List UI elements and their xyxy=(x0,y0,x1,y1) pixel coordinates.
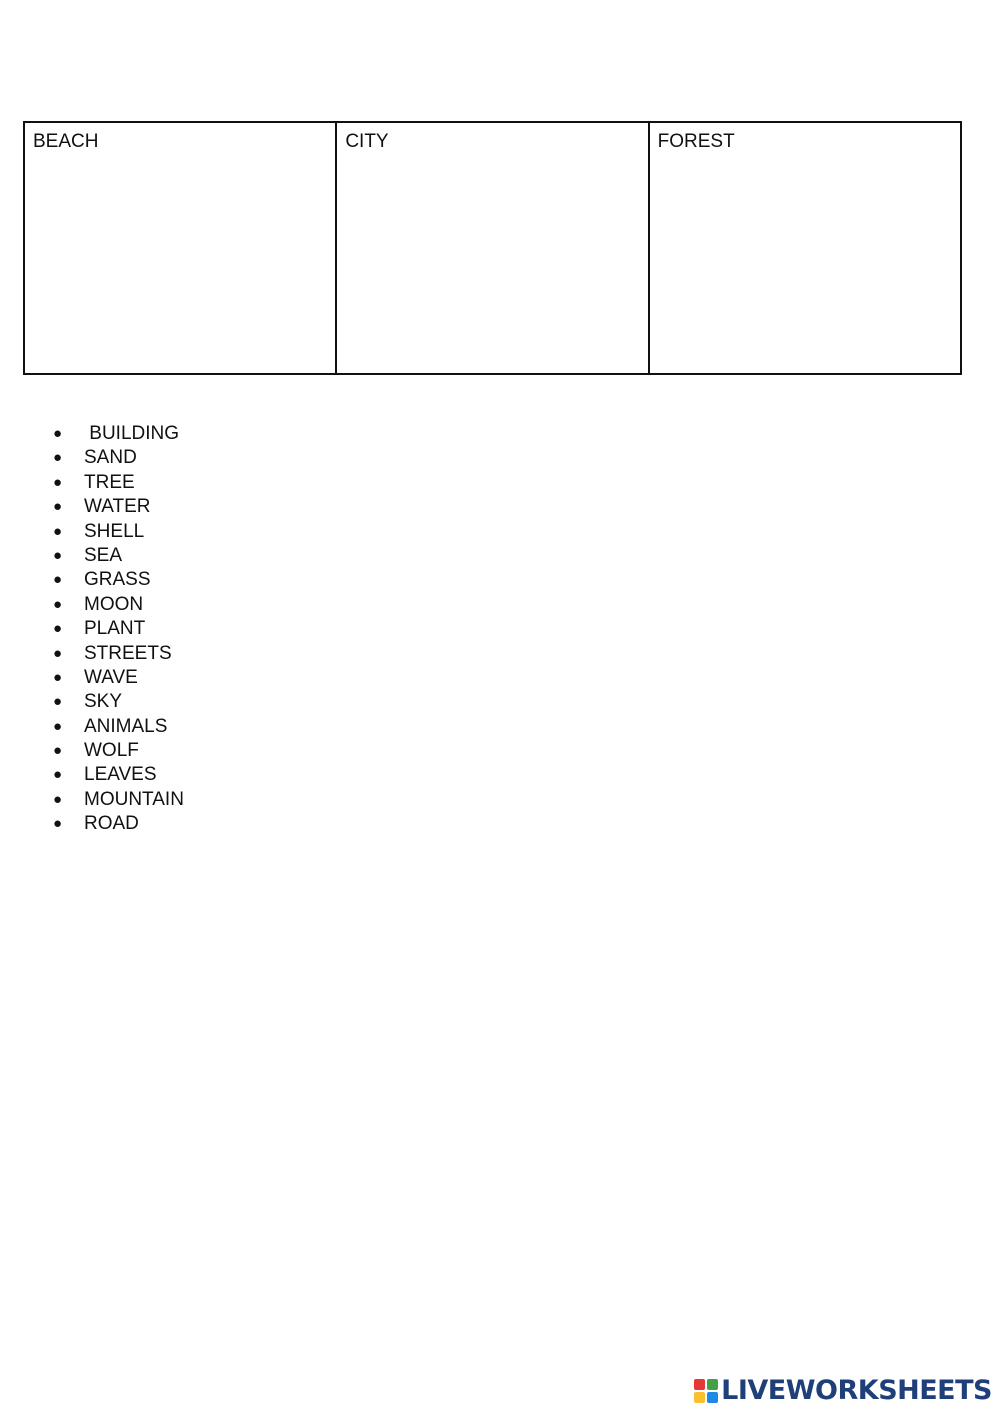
bullet-icon: ● xyxy=(53,546,63,564)
bullet-icon: ● xyxy=(53,742,63,760)
bullet-icon: ● xyxy=(53,449,63,467)
category-beach-cell: BEACH xyxy=(24,122,336,374)
word-text: LEAVES xyxy=(84,764,157,786)
bullet-icon: ● xyxy=(53,473,63,491)
logo-block-red xyxy=(694,1379,705,1390)
word-text: SKY xyxy=(84,691,123,713)
bullet-icon: ● xyxy=(53,571,63,589)
bullet-icon: ● xyxy=(53,766,63,784)
bullet-icon: ● xyxy=(53,644,63,662)
word-text: SEA xyxy=(84,544,123,566)
category-table-row xyxy=(24,122,961,374)
logo-block-yellow xyxy=(694,1392,705,1403)
bullet-icon: ● xyxy=(53,693,63,711)
bullet-icon: ● xyxy=(53,668,63,686)
word-text: GRASS xyxy=(84,569,151,591)
bullet-icon: ● xyxy=(53,595,63,613)
bullet-icon: ● xyxy=(53,717,63,735)
word-text: BUILDING xyxy=(84,423,180,444)
word-text: ANIMALS xyxy=(84,715,168,737)
word-text: WOLF xyxy=(84,740,139,762)
bullet-icon: ● xyxy=(53,498,63,516)
bullet-icon: ● xyxy=(53,790,63,808)
word-text: WAVE xyxy=(84,666,138,688)
word-text: STREETS xyxy=(84,642,172,664)
bullet-icon: ● xyxy=(53,425,63,442)
word-text: WATER xyxy=(84,496,151,518)
category-forest-cell: FOREST xyxy=(649,122,961,374)
category-city-cell: CITY xyxy=(336,122,648,374)
word-text: PLANT xyxy=(84,618,146,640)
liveworksheets-logo-icon xyxy=(694,1379,718,1403)
logo-block-blue xyxy=(707,1392,718,1403)
word-text: SAND xyxy=(84,447,137,469)
logo-wordmark: LIVEWORKSHEETS xyxy=(721,1375,992,1406)
liveworksheets-logo xyxy=(694,1375,992,1407)
logo-block-green xyxy=(707,1379,718,1390)
word-text: MOUNTAIN xyxy=(84,788,184,810)
bullet-icon: ● xyxy=(53,620,63,638)
bullet-icon: ● xyxy=(53,815,63,833)
word-text: TREE xyxy=(84,471,135,493)
bullet-icon: ● xyxy=(53,522,63,540)
word-text: ROAD xyxy=(84,813,139,835)
category-table xyxy=(23,121,962,375)
word-text: MOON xyxy=(84,593,144,615)
word-text: SHELL xyxy=(84,520,145,542)
